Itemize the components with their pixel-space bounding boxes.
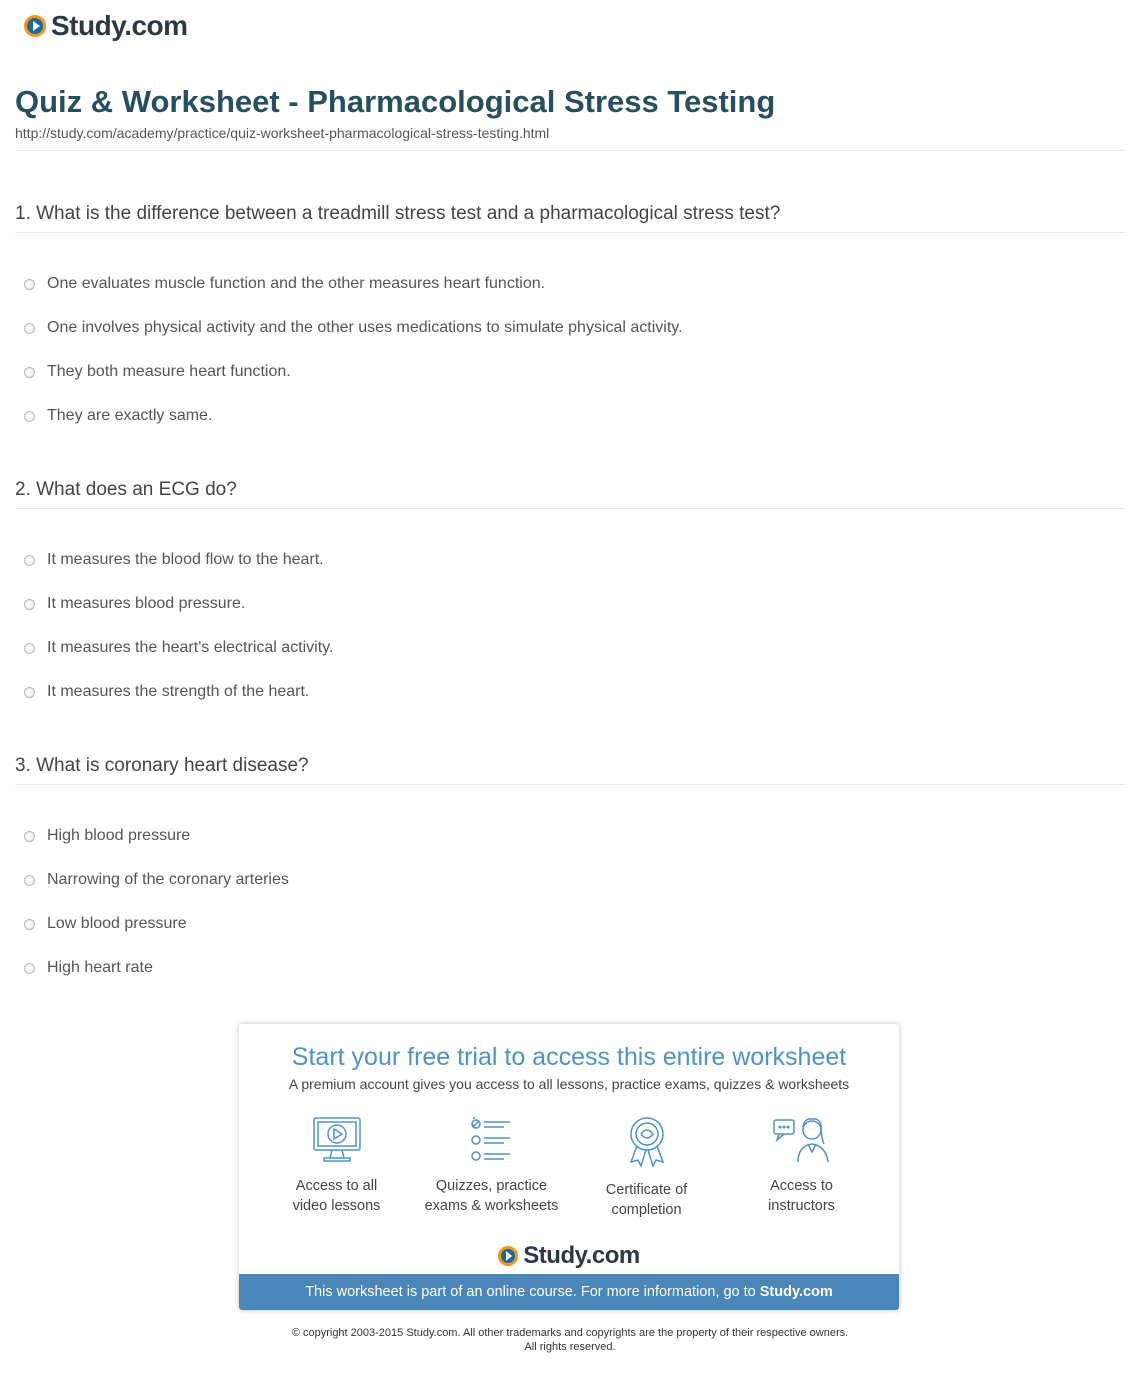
question-1 [15,203,1125,449]
study-logo[interactable] [24,10,188,42]
answer-option[interactable] [15,350,1125,394]
answer-options [15,538,1125,714]
radio-button[interactable] [24,875,35,886]
divider [15,150,1125,151]
answer-option[interactable] [15,394,1125,438]
logo-text: Study.com [523,1242,640,1269]
answer-label: It measures the blood flow to the heart. [47,551,324,568]
study-link[interactable]: Study.com [759,1284,833,1300]
radio-button[interactable] [24,279,35,290]
rights-line: All rights reserved. [524,1341,616,1353]
radio-button[interactable] [24,643,35,654]
free-trial-promo [239,1024,899,1310]
video-lesson-icon [312,1116,362,1164]
study-play-icon [498,1246,518,1266]
radio-button[interactable] [24,963,35,974]
radio-button[interactable] [24,687,35,698]
page-url: http://study.com/academy/practice/quiz-worksheet-pharmacological-stress-testing.html [15,125,550,141]
answer-option[interactable] [15,814,1125,858]
instructor-icon [772,1116,832,1164]
page-title: Quiz & Worksheet - Pharmacological Stress Testing [15,84,776,119]
radio-button[interactable] [24,919,35,930]
copyright-footer [0,1326,1140,1354]
feature-quizzes [417,1116,567,1220]
answer-label: It measures the heart's electrical activity. [47,639,334,656]
answer-label: They both measure heart function. [47,363,291,380]
answer-label: One evaluates muscle function and the other measures heart function. [47,275,546,292]
answer-option[interactable] [15,626,1125,670]
course-info-text: This worksheet is part of an online course. For more information, go to [305,1284,760,1300]
answer-option[interactable] [15,670,1125,714]
question-text: 2. What does an ECG do? [15,479,1125,509]
study-play-icon [24,15,46,37]
copyright-line: © copyright 2003-2015 Study.com. All other trademarks and copyrights are the property of their respective owners. [291,1327,849,1339]
answer-label: It measures blood pressure. [47,595,246,612]
feature-instructors [727,1116,877,1220]
feature-video-lessons [262,1116,412,1220]
answer-option[interactable] [15,306,1125,350]
certificate-icon [627,1116,667,1168]
question-2 [15,479,1125,725]
feature-list [239,1116,899,1220]
answer-option[interactable] [15,902,1125,946]
radio-button[interactable] [24,411,35,422]
course-info-bar [239,1274,899,1310]
radio-button[interactable] [24,367,35,378]
answer-label: It measures the strength of the heart. [47,683,310,700]
answer-option[interactable] [15,538,1125,582]
answer-options [15,814,1125,990]
answer-option[interactable] [15,858,1125,902]
question-3 [15,755,1125,1001]
question-text: 3. What is coronary heart disease? [15,755,1125,785]
answer-options [15,262,1125,438]
answer-label: High heart rate [47,959,153,976]
feature-label: Access to all video lessons [292,1178,381,1214]
answer-label: High blood pressure [47,827,191,844]
radio-button[interactable] [24,599,35,610]
radio-button[interactable] [24,555,35,566]
answer-option[interactable] [15,582,1125,626]
answer-option[interactable] [15,262,1125,306]
answer-option[interactable] [15,946,1125,990]
promo-study-logo[interactable] [239,1242,899,1270]
logo-text: Study.com [51,10,188,41]
question-text: 1. What is the difference between a treadmill stress test and a pharmacological stress test? [15,203,1125,233]
feature-label: Access to instructors [768,1178,835,1214]
quiz-list-icon [470,1116,514,1164]
answer-label: Narrowing of the coronary arteries [47,871,289,888]
answer-label: Low blood pressure [47,915,187,932]
answer-label: They are exactly same. [47,407,213,424]
answer-label: One involves physical activity and the other uses medications to simulate physical activity. [47,319,683,336]
promo-heading[interactable]: Start your free trial to access this entire worksheet [291,1043,847,1071]
radio-button[interactable] [24,323,35,334]
radio-button[interactable] [24,831,35,842]
feature-certificate [572,1116,722,1220]
feature-label: Quizzes, practice exams & worksheets [424,1178,559,1214]
promo-subheading: A premium account gives you access to all lessons, practice exams, quizzes & worksheets [288,1076,850,1092]
feature-label: Certificate of completion [605,1182,688,1218]
